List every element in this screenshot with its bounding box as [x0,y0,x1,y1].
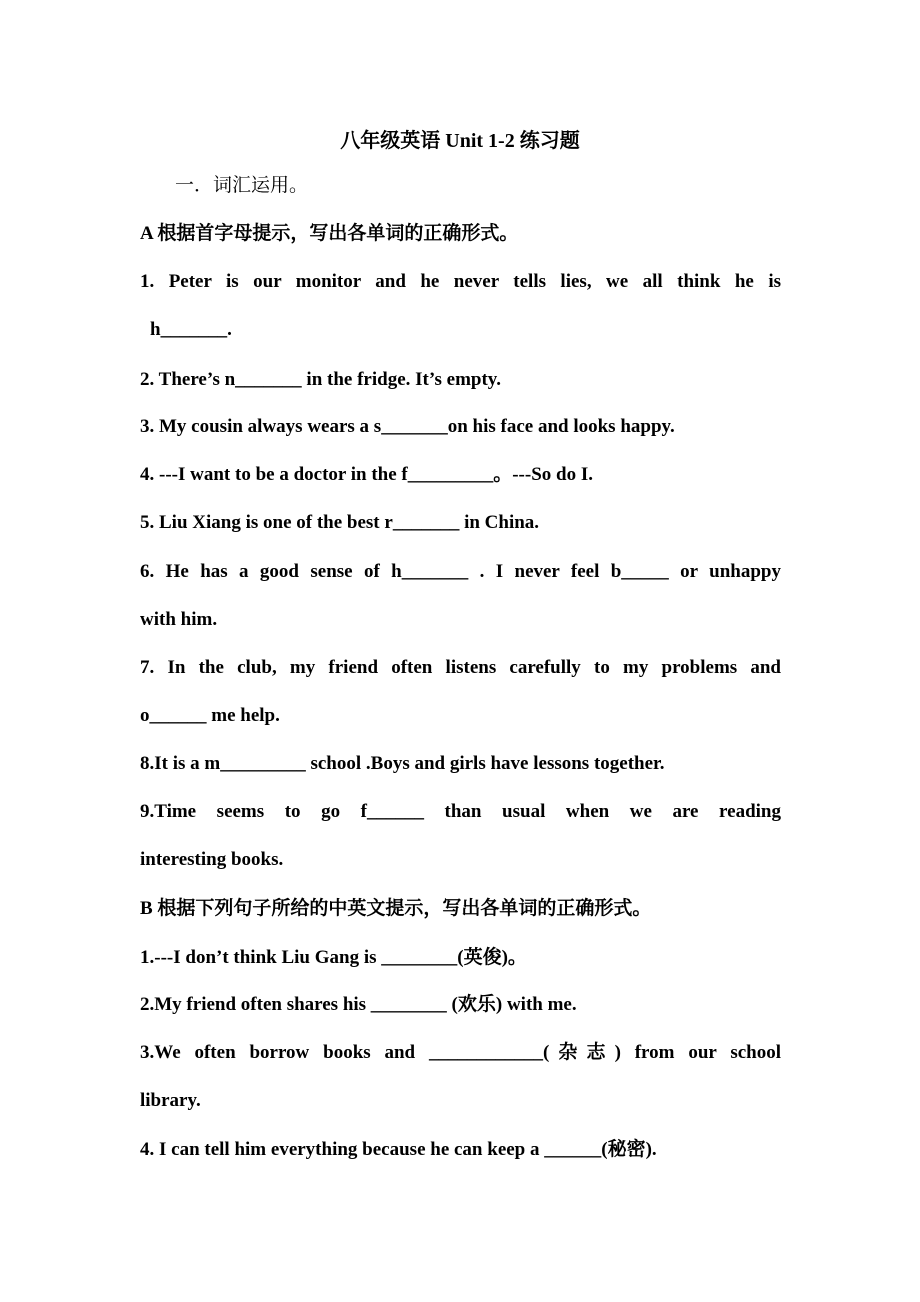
question-line: 7. In the club, my friend often listens carefully to my problems and [140,657,781,678]
question-line: o______ me help. [140,705,280,726]
question-line: with him. [140,609,218,630]
question-line: 8.It is a m_________ school .Boys and girls have lessons together. [140,753,665,774]
question-line: 5. Liu Xiang is one of the best r_______ in China. [140,512,540,533]
question-line: interesting books. [140,849,284,870]
question-line: 1. Peter is our monitor and he never tells lies, we all think he is [140,271,781,292]
part-a-instruction: A 根据首字母提示，写出各单词的正确形式。 [140,223,519,244]
question-line: 6. He has a good sense of h_______ . I never feel b_____ or unhappy [140,561,781,582]
question-line: 3.We often borrow books and ____________(杂志) from our school [140,1042,781,1063]
question-line: library. [140,1090,201,1111]
part-b-instruction: B 根据下列句子所给的中英文提示，写出各单词的正确形式。 [140,898,652,919]
question-line: 4. I can tell him everything because he can keep a ______(秘密). [140,1139,657,1160]
section-heading: 一．词汇运用。 [175,175,309,196]
question-line: 3. My cousin always wears a s_______on his face and looks happy. [140,416,675,437]
question-line: h_______. [150,319,232,340]
question-line: 1.---I don’t think Liu Gang is ________(英俊)。 [140,947,527,968]
question-line: 2. There’s n_______ in the fridge. It’s empty. [140,369,501,390]
question-line: 4. ---I want to be a doctor in the f_________。---So do I. [140,464,593,485]
question-line: 2.My friend often shares his ________ (欢乐) with me. [140,994,577,1015]
page-title: 八年级英语 Unit 1-2 练习题 [340,130,580,152]
question-line: 9.Time seems to go f______ than usual when we are reading [140,801,781,822]
